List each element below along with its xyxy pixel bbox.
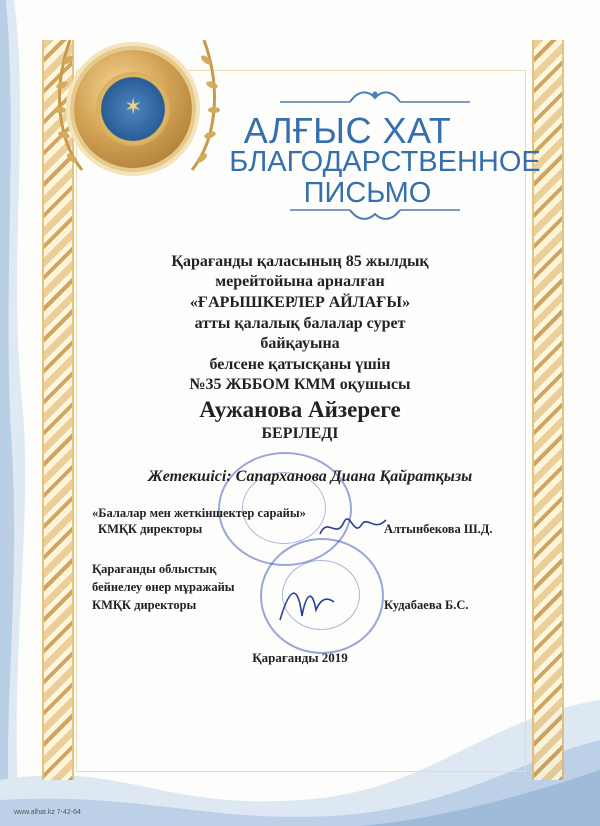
signature-icon — [318, 512, 388, 542]
signatory-name: Кудабаева Б.С. — [384, 598, 469, 612]
body-line: байқауына — [260, 335, 340, 352]
signatory-org: бейнелеу өнер мұражайы — [92, 580, 235, 594]
supervisor-label: Жетекшісі: — [148, 468, 232, 485]
title-kazakh: АЛҒЫС ХАТ — [243, 110, 452, 151]
emblem-star-icon: ✶ — [124, 94, 143, 119]
body-line: белсене қатысқаны үшін — [209, 356, 391, 373]
signatory-title: КМҚК директоры — [92, 598, 197, 612]
title-russian-line2: ПИСЬМО — [303, 177, 432, 209]
supervisor-name: Сапарханова Диана Қайратқызы — [235, 468, 473, 485]
given-text: БЕРІЛЕДІ — [261, 425, 339, 442]
place-and-year: Қарағанды 2019 — [252, 650, 348, 665]
signatory-org: Қарағанды облыстық — [92, 562, 217, 576]
signatory-name: Алтынбекова Ш.Д. — [384, 522, 493, 536]
top-ornament-icon — [280, 88, 470, 108]
footer-website: www.alhat.kz 7-42-64 — [14, 809, 81, 816]
supervisor-line — [148, 468, 472, 486]
signature-icon — [276, 580, 336, 624]
body-line: Қарағанды қаласының 85 жылдық — [171, 253, 429, 270]
signatory-org: «Балалар мен жеткіншектер сарайы» — [92, 506, 306, 520]
signatory-title: КМҚК директоры — [98, 522, 203, 536]
body-line: мерейтойына арналған — [215, 273, 385, 290]
body-line: №35 ЖББОМ КММ оқушысы — [189, 376, 411, 393]
recipient-name: Аужанова Айзереге — [199, 397, 401, 422]
body-line: атты қалалық балалар сурет — [194, 315, 406, 332]
body-line: «ҒАРЫШКЕРЛЕР АЙЛАҒЫ» — [189, 294, 411, 311]
title-russian-line1: БЛАГОДАРСТВЕННОЕ — [229, 146, 541, 178]
